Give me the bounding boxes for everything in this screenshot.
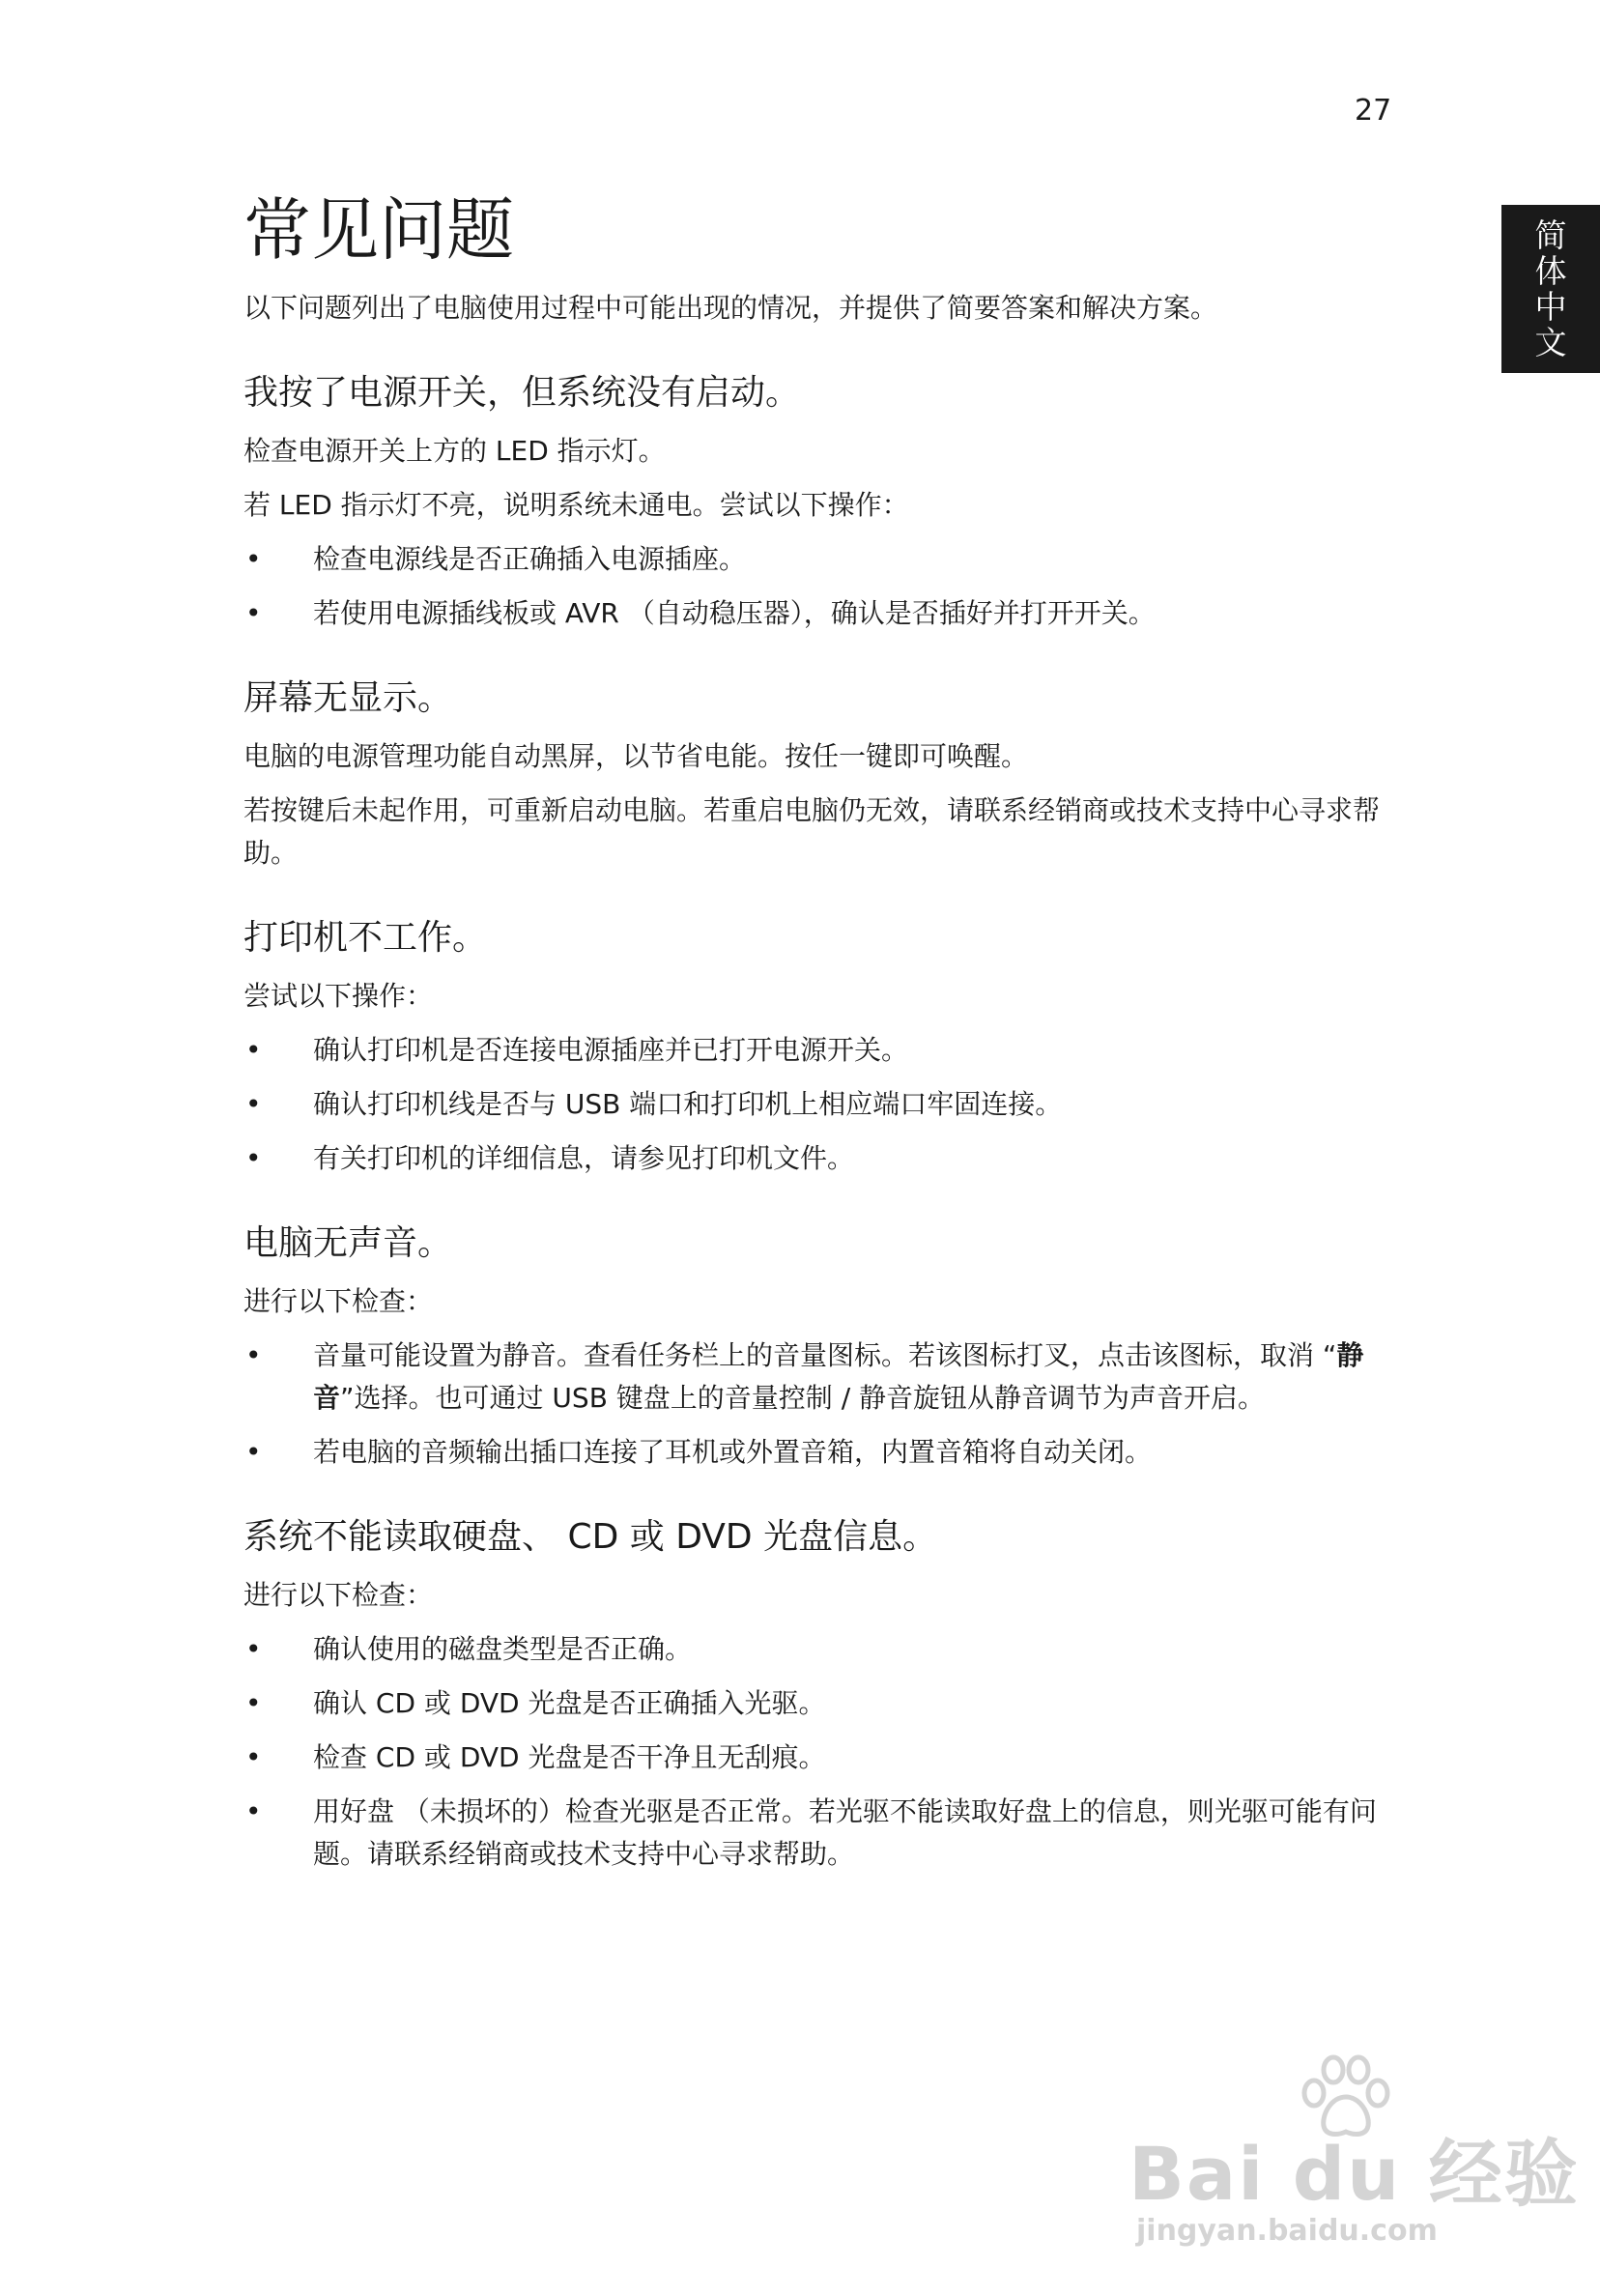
watermark-logo-text: Bai du 经验 bbox=[1129, 2131, 1580, 2217]
page-number: 27 bbox=[1355, 94, 1392, 128]
section-paragraph: 若 LED 指示灯不亮，说明系统未通电。尝试以下操作： bbox=[243, 489, 909, 522]
faq-section-display bbox=[243, 674, 1403, 875]
faq-section-power bbox=[243, 368, 1403, 635]
list-item: • 用好盘 （未损坏的）检查光驱是否正常。若光驱不能读取好盘上的信息，则光驱可能有问题。请联系经销商或技术支持中心寻求帮助。 bbox=[243, 1791, 1403, 1876]
paw-icon bbox=[1293, 2054, 1399, 2141]
intro-text: 以下问题列出了电脑使用过程中可能出现的情况，并提供了简要答案和解决方案。 bbox=[243, 292, 1218, 325]
section-paragraph: 若按键后未起作用，可重新启动电脑。若重启电脑仍无效，请联系经销商或技术支持中心寻求帮助。 bbox=[243, 794, 1381, 870]
list-item-text: 音量可能设置为静音。查看任务栏上的音量图标。若该图标打叉，点击该图标，取消 “ bbox=[313, 1339, 1337, 1372]
list-item: • 若使用电源插线板或 AVR （自动稳压器），确认是否插好并打开开关。 bbox=[243, 592, 1403, 635]
list-item bbox=[243, 1335, 1403, 1420]
section-heading: 我按了电源开关，但系统没有启动。 bbox=[243, 373, 801, 414]
list-item: • 确认打印机线是否与 USB 端口和打印机上相应端口牢固连接。 bbox=[243, 1083, 1403, 1126]
language-tab bbox=[1501, 205, 1600, 373]
bullet-list bbox=[243, 1335, 1403, 1474]
list-item: • 确认打印机是否连接电源插座并已打开电源开关。 bbox=[243, 1029, 1403, 1072]
section-heading: 电脑无声音。 bbox=[243, 1223, 453, 1264]
bullet-list bbox=[243, 1628, 1403, 1876]
section-paragraph: 进行以下检查： bbox=[243, 1579, 434, 1612]
faq-section-printer bbox=[243, 913, 1403, 1180]
list-item: • 若电脑的音频输出插口连接了耳机或外置音箱，内置音箱将自动关闭。 bbox=[243, 1431, 1403, 1474]
section-paragraph: 电脑的电源管理功能自动黑屏，以节省电能。按任一键即可唤醒。 bbox=[243, 740, 1029, 773]
section-paragraph: 检查电源开关上方的 LED 指示灯。 bbox=[243, 435, 666, 468]
language-tab-char: 中 bbox=[1534, 288, 1567, 326]
faq-section-disk bbox=[243, 1512, 1403, 1876]
list-item: • 检查 CD 或 DVD 光盘是否干净且无刮痕。 bbox=[243, 1736, 1403, 1779]
list-item-text: ”选择。也可通过 USB 键盘上的音量控制 / 静音旋钮从静音调节为声音开启。 bbox=[340, 1382, 1266, 1415]
bullet-list bbox=[243, 538, 1403, 635]
language-tab-char: 简 bbox=[1534, 216, 1567, 254]
section-heading: 屏幕无显示。 bbox=[243, 678, 453, 719]
list-item: • 有关打印机的详细信息，请参见打印机文件。 bbox=[243, 1137, 1403, 1180]
list-item: • 确认使用的磁盘类型是否正确。 bbox=[243, 1628, 1403, 1671]
language-tab-char: 文 bbox=[1534, 324, 1567, 361]
watermark-url: jingyan.baidu.com bbox=[1136, 2214, 1438, 2248]
section-paragraph: 进行以下检查： bbox=[243, 1285, 434, 1318]
mute-label: 静音 bbox=[313, 1339, 1364, 1415]
language-tab-char: 体 bbox=[1534, 252, 1567, 290]
section-heading: 打印机不工作。 bbox=[243, 918, 488, 959]
section-paragraph: 尝试以下操作： bbox=[243, 980, 434, 1013]
page-title: 常见问题 bbox=[243, 190, 514, 270]
list-item: • 检查电源线是否正确插入电源插座。 bbox=[243, 538, 1403, 581]
bullet-list bbox=[243, 1029, 1403, 1180]
section-heading: 系统不能读取硬盘、 CD 或 DVD 光盘信息。 bbox=[243, 1517, 938, 1558]
list-item: • 确认 CD 或 DVD 光盘是否正确插入光驱。 bbox=[243, 1682, 1403, 1725]
faq-section-sound bbox=[243, 1219, 1403, 1474]
page-content bbox=[243, 189, 1403, 1887]
baidu-watermark bbox=[1129, 2045, 1580, 2248]
